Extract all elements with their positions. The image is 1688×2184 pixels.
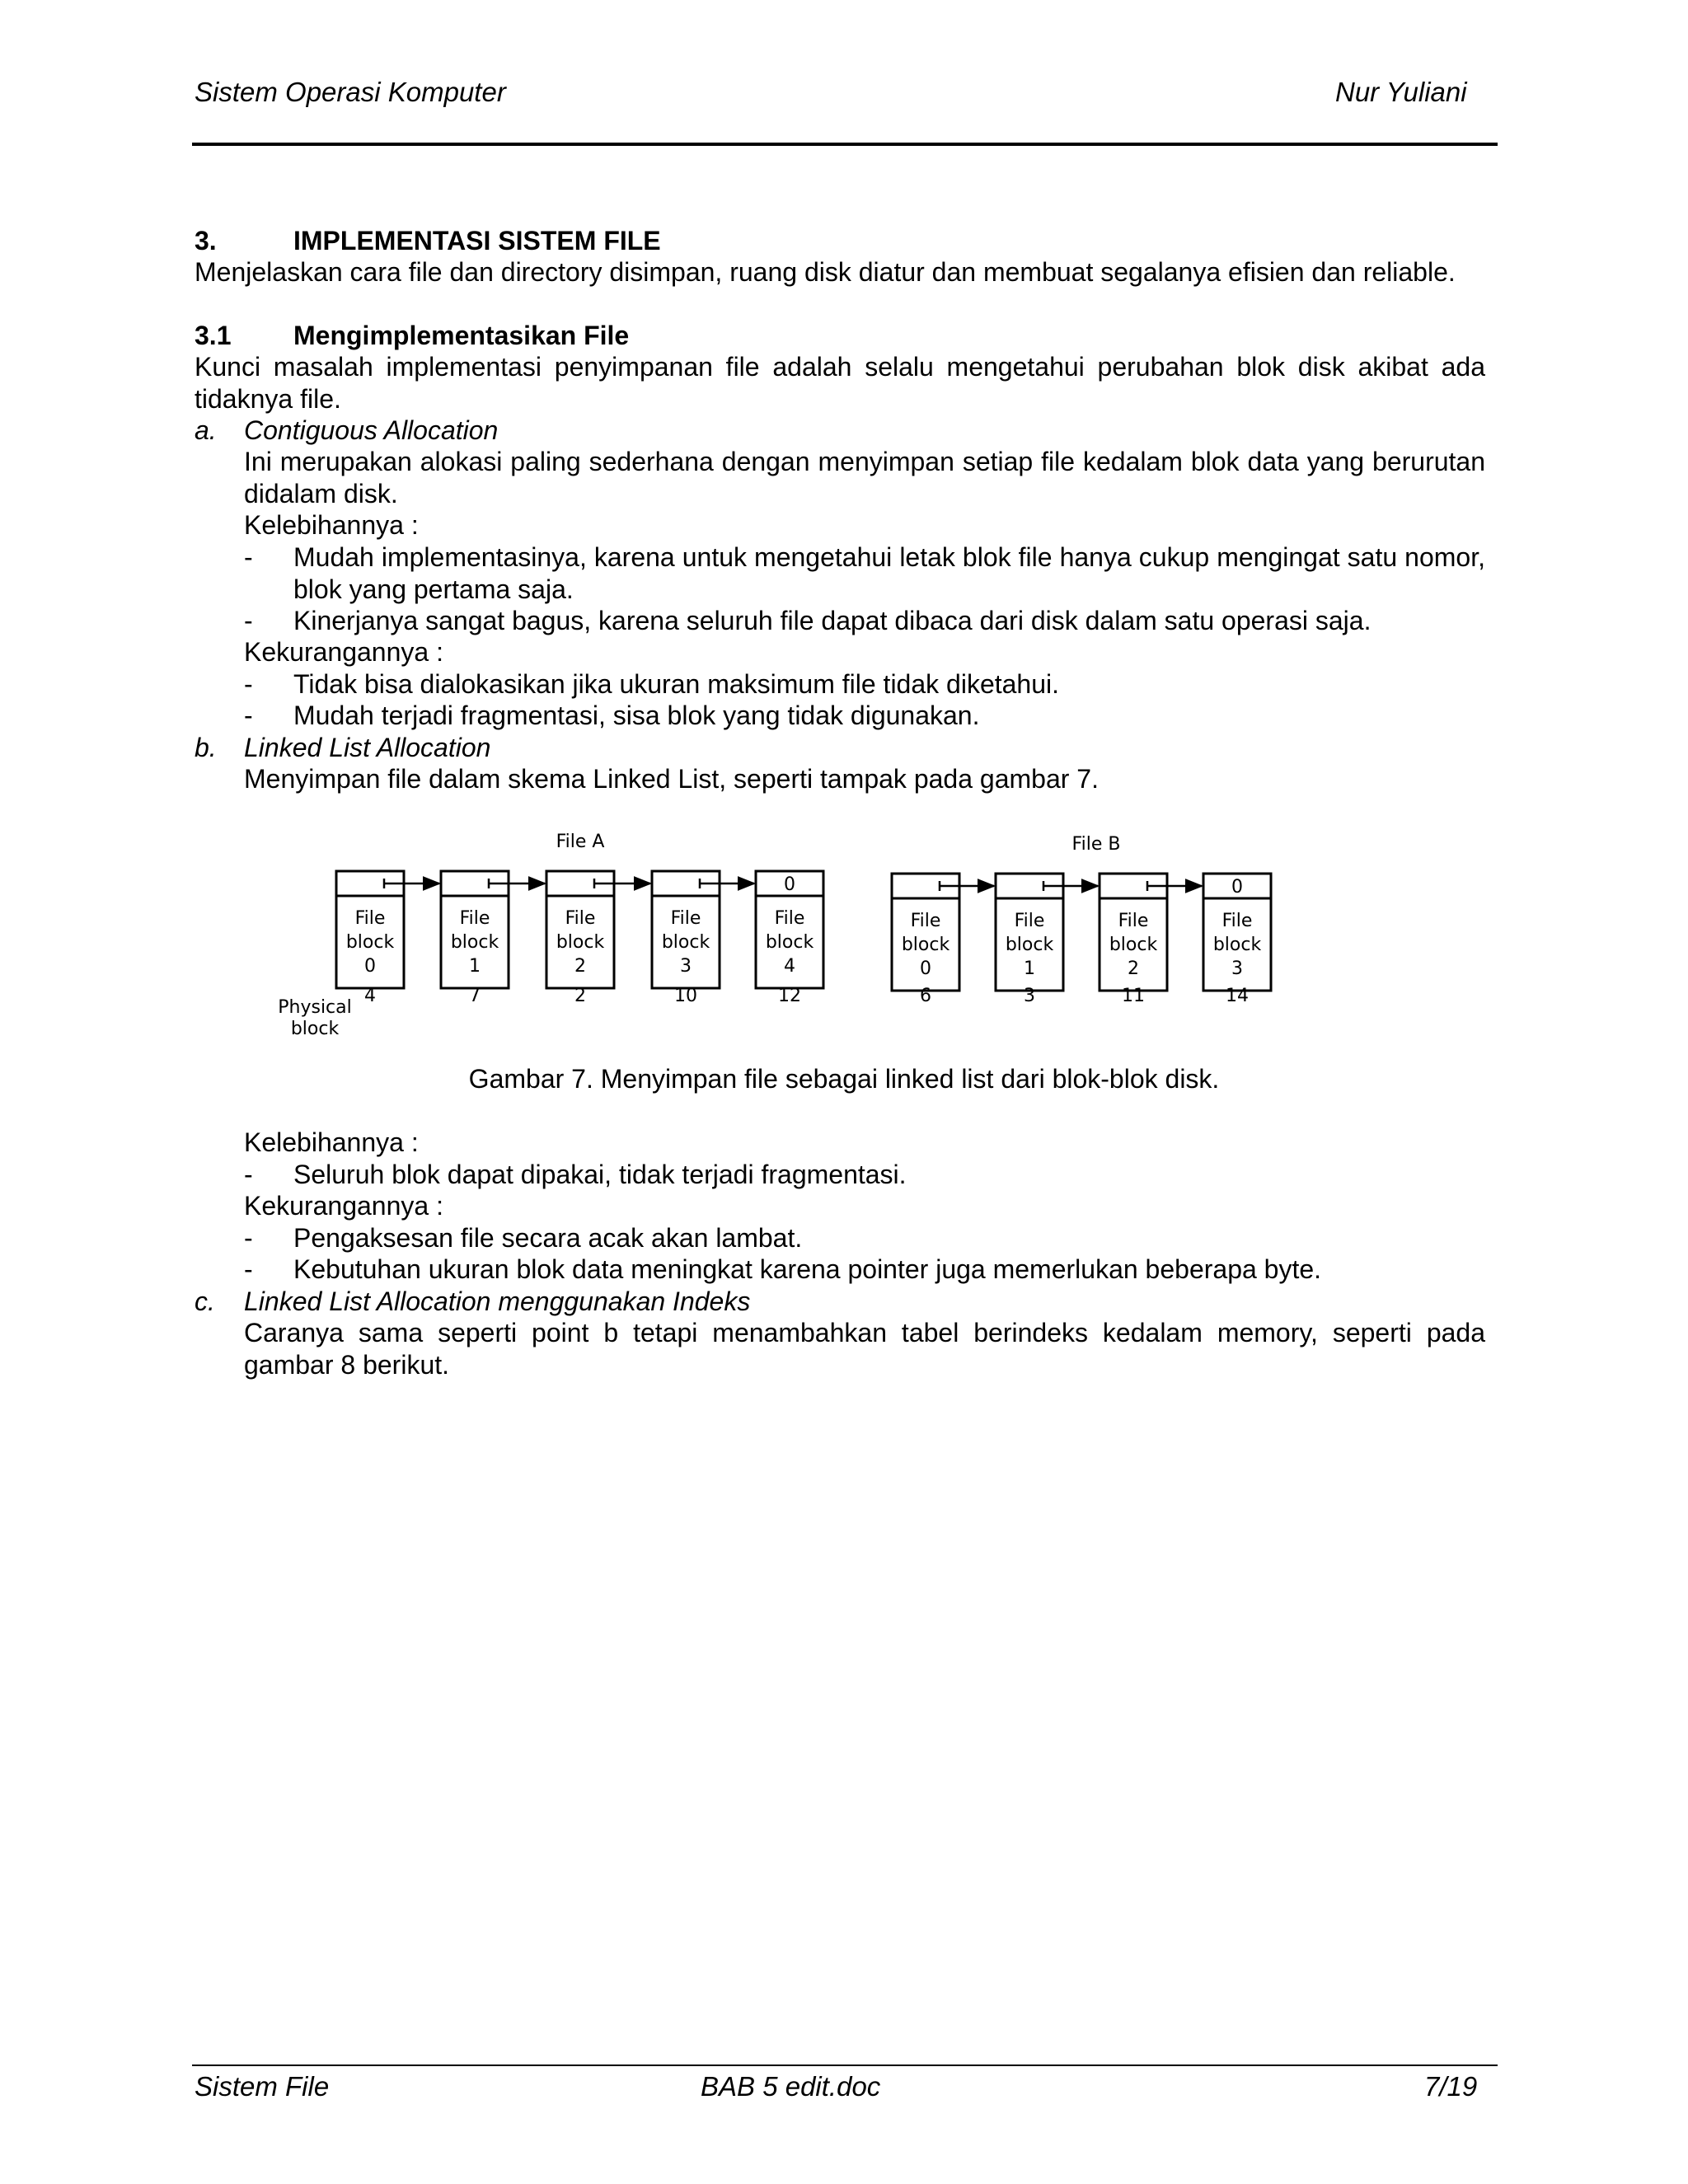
item-b-con-1: Pengaksesan file secara acak akan lambat.	[293, 1223, 803, 1253]
list-dash: -	[244, 606, 253, 635]
item-a-pro-1: Mudah implementasinya, karena untuk mengetahui letak blok file hanya cukup mengingat satu nomor, blok yang pertama saja.	[293, 542, 1485, 604]
item-a-pros-label: Kelebihannya :	[244, 510, 419, 540]
footer-left: Sistem File	[195, 2071, 330, 2102]
file-block-word: block	[901, 935, 950, 955]
file-block-index: 4	[784, 956, 795, 977]
physical-block-number: 7	[469, 986, 481, 1006]
file-block-word: block	[556, 932, 605, 953]
footer-right: 7/19	[1424, 2071, 1478, 2102]
file-block-word: block	[1109, 935, 1158, 955]
file-block-word: block	[345, 932, 395, 953]
item-a-con-1: Tidak bisa dialokasikan jika ukuran maksimum file tidak diketahui.	[293, 669, 1060, 699]
figure-caption: Gambar 7. Menyimpan file sebagai linked list dari blok-blok disk.	[468, 1064, 1220, 1094]
file-block-word: File	[1118, 911, 1149, 931]
item-c-desc: Caranya sama seperti point b tetapi menambahkan tabel berindeks kedalam memory, seperti pada gambar 8 berikut.	[244, 1318, 1485, 1380]
item-b-pro-1: Seluruh blok dapat dipakai, tidak terjadi fragmentasi.	[293, 1160, 907, 1189]
list-dash: -	[244, 701, 253, 730]
physical-block-number: 11	[1122, 986, 1145, 1006]
file-block-word: File	[670, 908, 701, 929]
item-b-cons-label: Kekurangannya :	[244, 1191, 443, 1221]
physical-block-number: 14	[1226, 986, 1249, 1006]
file-block-index: 0	[920, 958, 931, 979]
item-c-marker: c.	[195, 1286, 215, 1316]
file-b-label: File B	[1071, 834, 1121, 855]
end-of-list-marker: 0	[784, 874, 795, 895]
file-block-word: File	[354, 908, 386, 929]
item-a-pro-2: Kinerjanya sangat bagus, karena seluruh file dapat dibaca dari disk dalam satu operasi saja.	[293, 606, 1372, 635]
list-dash: -	[244, 1254, 253, 1284]
file-block-index: 1	[469, 956, 481, 977]
header-rule	[192, 143, 1498, 146]
item-b-marker: b.	[195, 733, 217, 762]
file-block-index: 3	[1231, 958, 1243, 979]
subsection-title: Mengimplementasikan File	[293, 321, 630, 350]
end-of-list-marker: 0	[1231, 877, 1243, 898]
section-number: 3.	[195, 226, 217, 255]
file-block-word: File	[774, 908, 805, 929]
physical-label: Physical	[278, 997, 352, 1018]
file-block-word: File	[910, 911, 941, 931]
file-a-label: File A	[556, 832, 605, 852]
file-block-word: block	[765, 932, 814, 953]
item-c-title: Linked List Allocation menggunakan Indeks	[244, 1286, 751, 1316]
list-dash: -	[244, 1160, 253, 1189]
physical-block-number: 4	[364, 986, 376, 1006]
item-a-marker: a.	[195, 415, 217, 445]
item-b-desc: Menyimpan file dalam skema Linked List, seperti tampak pada gambar 7.	[244, 764, 1099, 794]
file-block-word: File	[459, 908, 490, 929]
header-right: Nur Yuliani	[1335, 77, 1467, 107]
subsection-intro: Kunci masalah implementasi penyimpanan file adalah selalu mengetahui perubahan blok disk akibat ada tidaknya file.	[195, 352, 1485, 414]
file-block-index: 2	[1128, 958, 1139, 979]
section-intro: Menjelaskan cara file dan directory disimpan, ruang disk diatur dan membuat segalanya efisien dan reliable.	[195, 257, 1456, 287]
item-b-con-2: Kebutuhan ukuran blok data meningkat karena pointer juga memerlukan beberapa byte.	[293, 1254, 1322, 1284]
item-b-pros-label: Kelebihannya :	[244, 1127, 419, 1157]
file-block-word: block	[1212, 935, 1262, 955]
physical-block-number: 6	[920, 986, 931, 1006]
list-dash: -	[244, 542, 253, 572]
linked-list-figure	[272, 820, 1343, 1051]
file-block-word: File	[565, 908, 596, 929]
physical-label-block: block	[290, 1019, 340, 1039]
footer-center: BAB 5 edit.doc	[701, 2071, 881, 2102]
physical-block-number: 12	[778, 986, 801, 1006]
file-block-word: block	[661, 932, 710, 953]
item-b-title: Linked List Allocation	[244, 733, 491, 762]
list-dash: -	[244, 669, 253, 699]
item-a-con-2: Mudah terjadi fragmentasi, sisa blok yang tidak digunakan.	[293, 701, 980, 730]
file-block-index: 1	[1024, 958, 1035, 979]
file-block-word: File	[1014, 911, 1045, 931]
footer-rule	[192, 2064, 1498, 2066]
physical-block-number: 10	[674, 986, 697, 1006]
section-title: IMPLEMENTASI SISTEM FILE	[293, 226, 661, 255]
file-block-word: block	[450, 932, 499, 953]
header-left: Sistem Operasi Komputer	[195, 77, 506, 107]
item-a-desc: Ini merupakan alokasi paling sederhana dengan menyimpan setiap file kedalam blok data yang berurutan didalam disk.	[244, 447, 1485, 509]
physical-block-number: 2	[574, 986, 586, 1006]
item-a-title: Contiguous Allocation	[244, 415, 499, 445]
list-dash: -	[244, 1223, 253, 1253]
file-block-word: File	[1221, 911, 1253, 931]
physical-block-number: 3	[1024, 986, 1035, 1006]
file-block-index: 3	[680, 956, 692, 977]
file-block-word: block	[1005, 935, 1054, 955]
item-a-cons-label: Kekurangannya :	[244, 637, 443, 667]
file-block-index: 2	[574, 956, 586, 977]
subsection-number: 3.1	[195, 321, 232, 350]
file-block-index: 0	[364, 956, 376, 977]
